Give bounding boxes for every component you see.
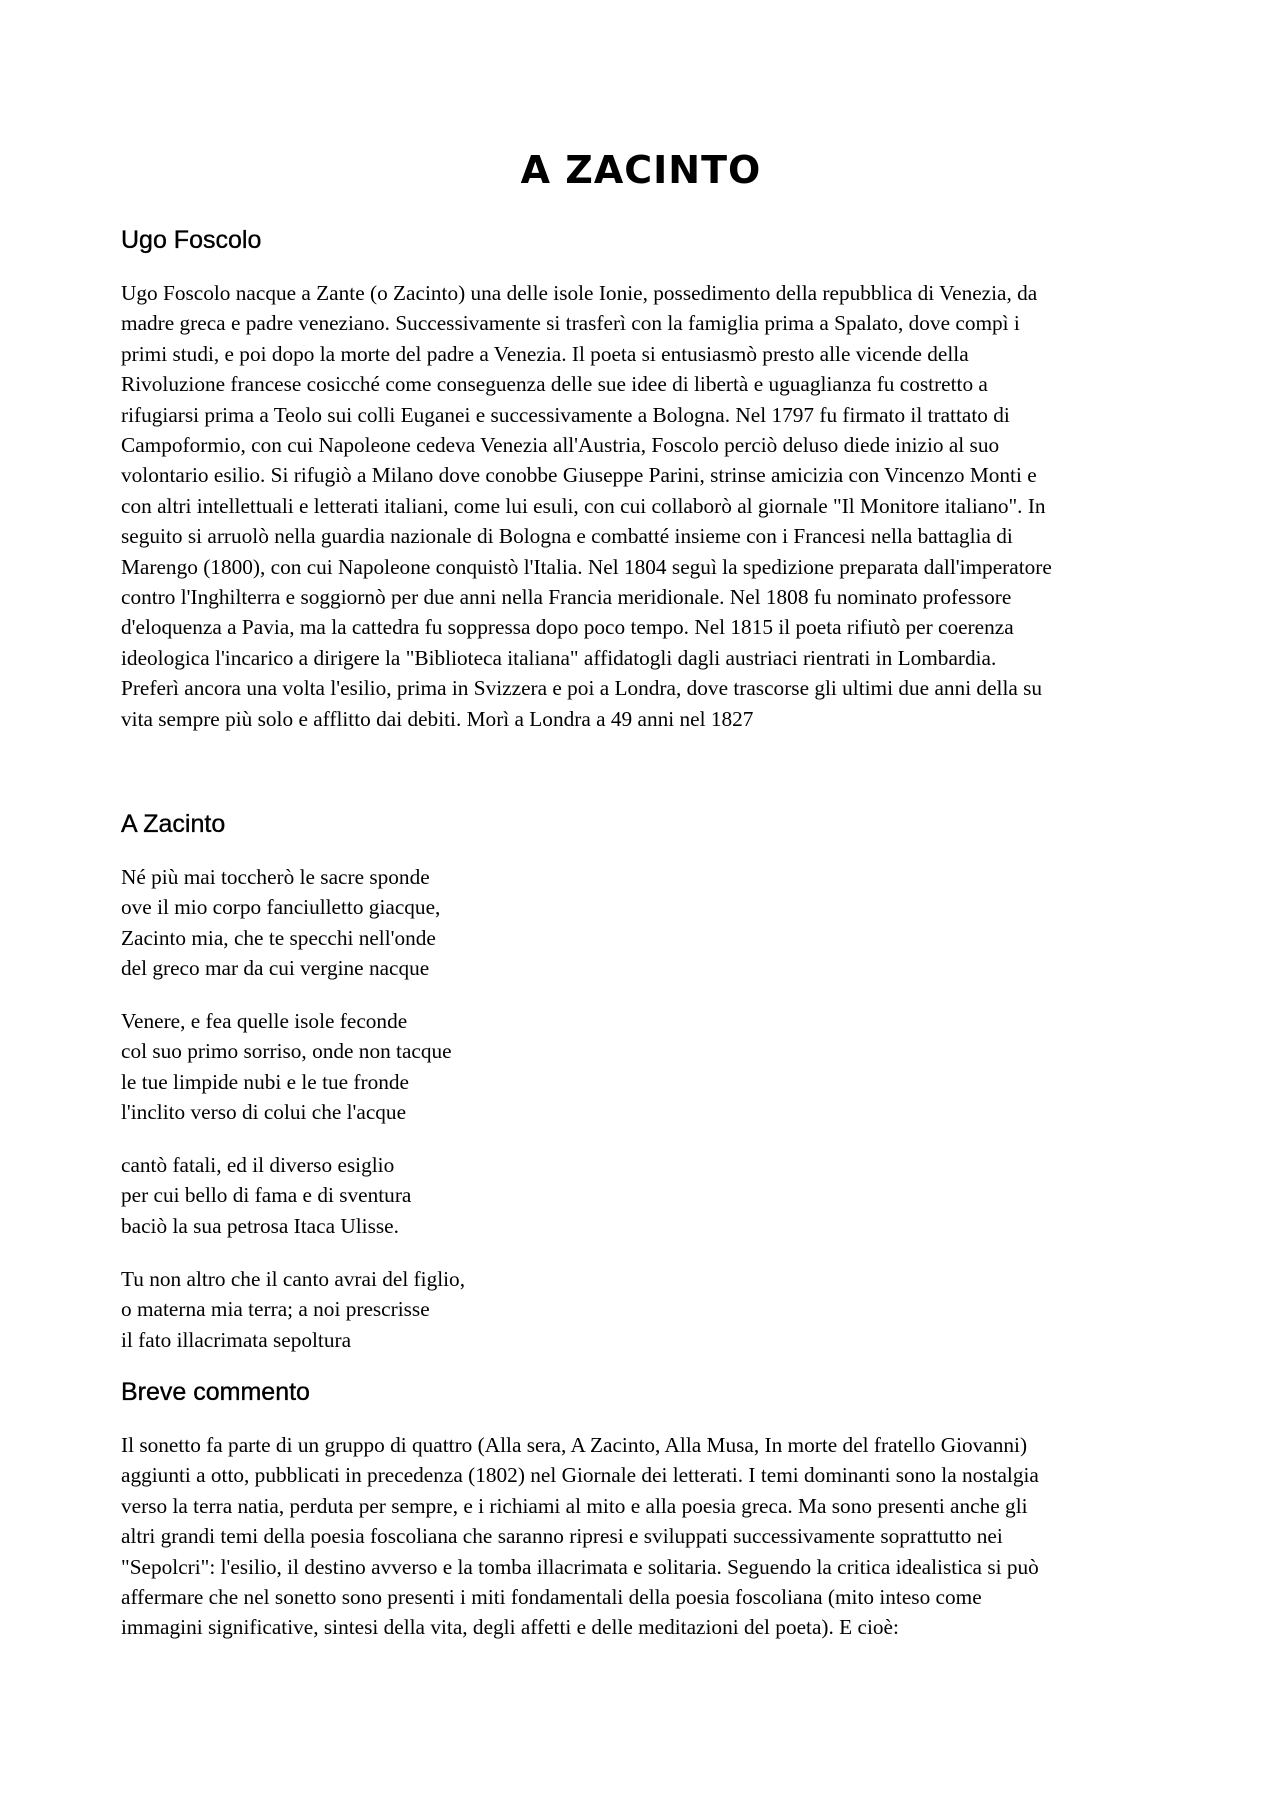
bio-line: volontario esilio. Si rifugiò a Milano dove conobbe Giuseppe Parini, strinse amicizia con Vincenzo Monti e	[121, 463, 1037, 488]
poem-line: Venere, e fea quelle isole feconde	[121, 1009, 408, 1033]
bio-line: Marengo (1800), con cui Napoleone conquistò l'Italia. Nel 1804 seguì la spedizione preparata dall'imperatore	[121, 554, 1052, 579]
commentary-paragraph	[121, 1430, 1171, 1643]
poem-line: Zacinto mia, che te specchi nell'onde	[121, 925, 436, 950]
poem-line: baciò la sua petrosa Itaca Ulisse.	[121, 1213, 399, 1238]
bio-line: ideologica l'incarico a dirigere la "Biblioteca italiana" affidatogli dagli austriaci rientrati in Lombardia.	[121, 645, 997, 670]
poem-line: Né più mai toccherò le sacre sponde	[121, 865, 430, 889]
poem-stanza-2	[121, 1006, 452, 1128]
commentary-line: altri grandi temi della poesia foscoliana che saranno ripresi e sviluppati successivamente soprattutto nei	[121, 1524, 1003, 1549]
poem-line: le tue limpide nubi e le tue fronde	[121, 1069, 410, 1094]
poem-stanza-1	[121, 862, 440, 984]
bio-line: Preferì ancora una volta l'esilio, prima in Svizzera e poi a Londra, dove trascorse gli ultimi due anni della su	[121, 676, 1043, 701]
poem-line: o materna mia terra; a noi prescrisse	[121, 1297, 430, 1322]
poem-stanza-4	[121, 1264, 465, 1355]
commentary-line: affermare che nel sonetto sono presenti i miti fondamentali della poesia foscoliana (mito inteso come	[121, 1585, 982, 1610]
poem-line: il fato illacrimata sepoltura	[121, 1327, 352, 1352]
poem-line: del greco mar da cui vergine nacque	[121, 956, 430, 981]
bio-line: con altri intellettuali e letterati italiani, come lui esuli, con cui collaborò al giornale "Il Monitore italiano". In	[121, 493, 1046, 518]
bio-line: Rivoluzione francese cosicché come conseguenza delle sue idee di libertà e uguaglianza fu costretto a	[121, 372, 988, 397]
document-title: A ZACINTO	[520, 148, 762, 192]
poem-line: col suo primo sorriso, onde non tacque	[121, 1039, 452, 1064]
commentary-line: aggiunti a otto, pubblicati in precedenza (1802) nel Giornale dei letterati. I temi dominanti sono la nostalgia	[121, 1463, 1039, 1488]
bio-line: primi studi, e poi dopo la morte del padre a Venezia. Il poeta si entusiasmò presto alle vicende della	[121, 341, 969, 366]
bio-line: contro l'Inghilterra e soggiornò per due anni nella Francia meridionale. Nel 1808 fu nominato professore	[121, 585, 1012, 610]
bio-line: seguito si arruolò nella guardia nazionale di Bologna e combatté insieme con i Francesi nella battaglia di	[121, 524, 1013, 549]
bio-heading: Ugo Foscolo	[121, 226, 262, 254]
poem-line: l'inclito verso di colui che l'acque	[121, 1100, 407, 1125]
poem-line: ove il mio corpo fanciulletto giacque,	[121, 895, 441, 920]
commentary-line: verso la terra natia, perduta per sempre, e i richiami al mito e alla poesia greca. Ma sono presenti anche gli	[121, 1493, 1028, 1518]
commentary-line: Il sonetto fa parte di un gruppo di quattro (Alla sera, A Zacinto, Alla Musa, In morte del fratello Giovanni)	[121, 1433, 1028, 1457]
poem-line: cantò fatali, ed il diverso esiglio	[121, 1153, 395, 1177]
bio-line: Campoformio, con cui Napoleone cedeva Venezia all'Austria, Foscolo perciò deluso diede inizio al suo	[121, 433, 1000, 458]
bio-line: Ugo Foscolo nacque a Zante (o Zacinto) una delle isole Ionie, possedimento della repubblica di Venezia, da	[121, 281, 1038, 305]
commentary-line: "Sepolcri": l'esilio, il destino avverso e la tomba illacrimata e solitaria. Seguendo la critica idealistica si può	[121, 1554, 1039, 1579]
bio-line: d'eloquenza a Pavia, ma la cattedra fu soppressa dopo poco tempo. Nel 1815 il poeta rifiutò per coerenza	[121, 615, 1014, 640]
poem-heading: A Zacinto	[121, 810, 226, 838]
bio-paragraph	[121, 278, 1171, 734]
poem-line: per cui bello di fama e di sventura	[121, 1183, 412, 1208]
bio-line: madre greca e padre veneziano. Successivamente si trasferì con la famiglia prima a Spalato, dove compì i	[121, 311, 1020, 336]
commentary-line: immagini significative, sintesi della vita, degli affetti e delle meditazioni del poeta). E cioè:	[121, 1615, 899, 1640]
poem-stanza-3	[121, 1150, 411, 1241]
poem-line: Tu non altro che il canto avrai del figlio,	[121, 1267, 466, 1291]
bio-line: vita sempre più solo e afflitto dai debiti. Morì a Londra a 49 anni nel 1827	[121, 706, 754, 731]
bio-line: rifugiarsi prima a Teolo sui colli Euganei e successivamente a Bologna. Nel 1797 fu firmato il trattato di	[121, 402, 1010, 427]
commentary-heading: Breve commento	[121, 1378, 310, 1406]
